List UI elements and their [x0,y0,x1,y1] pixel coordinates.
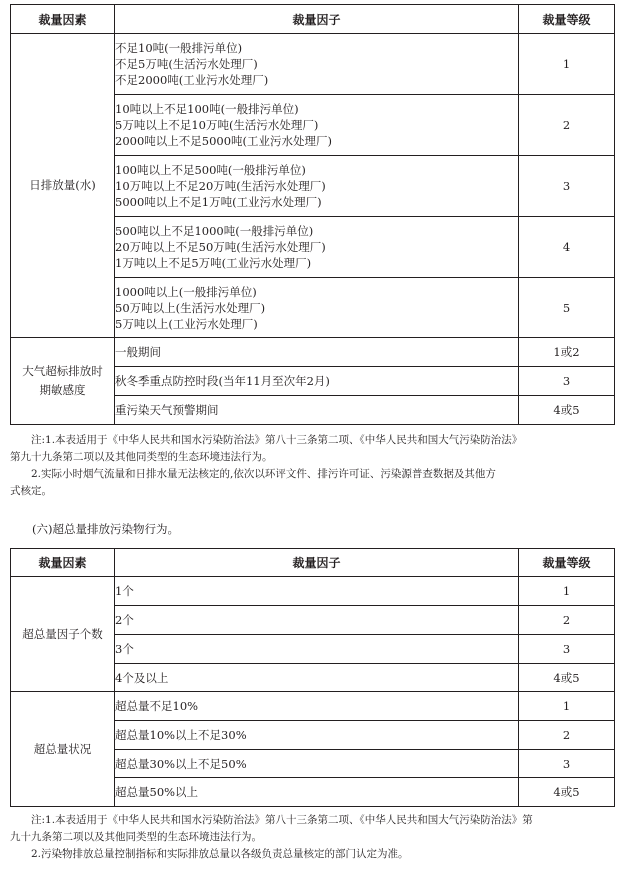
factor-cell: 大气超标排放时 期敏感度 [11,338,115,425]
table-note [10,432,620,500]
subfactor-cell: 4个及以上 [115,664,519,692]
subfactor-cell: 一般期间 [115,338,519,367]
factor-cell: 超总量因子个数 [11,577,115,692]
level-cell: 1 [519,692,615,721]
level-cell: 5 [519,278,615,338]
subfactor-cell: 2个 [115,606,519,635]
header-level: 裁量等级 [519,5,615,34]
factor-cell: 日排放量(水) [11,34,115,338]
header-subfactor: 裁量因子 [115,5,519,34]
table-row [11,34,615,95]
level-cell: 4或5 [519,396,615,425]
table-note [10,812,620,863]
level-cell: 1 [519,577,615,606]
subfactor-cell: 1000吨以上(一般排污单位) 50万吨以上(生活污水处理厂) 5万吨以上(工业污水处理厂) [115,278,519,338]
level-cell: 4或5 [519,664,615,692]
header-level: 裁量等级 [519,549,615,577]
subfactor-cell: 秋冬季重点防控时段(当年11月至次年2月) [115,367,519,396]
level-cell: 3 [519,367,615,396]
subfactor-cell: 重污染天气预警期间 [115,396,519,425]
subfactor-cell: 500吨以上不足1000吨(一般排污单位) 20万吨以上不足50万吨(生活污水处理厂) 1万吨以上不足5万吨(工业污水处理厂) [115,217,519,278]
subfactor-cell: 超总量50%以上 [115,778,519,807]
level-cell: 2 [519,95,615,156]
table-row [11,338,615,367]
level-cell: 4或5 [519,778,615,807]
discretion-table-emission [10,4,615,425]
note-line: 注:1.本表适用于《中华人民共和国水污染防治法》第八十三条第二项、《中华人民共和国大气污染防治法》第 [31,814,533,826]
note-line: 九十九条第二项以及其他同类型的生态环境违法行为。 [10,831,262,843]
note-line: 第九十九条第二项以及其他同类型的生态环境违法行为。 [10,451,273,463]
level-cell: 1或2 [519,338,615,367]
level-cell: 3 [519,750,615,778]
table-row [11,692,615,721]
table-row [11,577,615,606]
subfactor-cell: 不足10吨(一般排污单位) 不足5万吨(生活污水处理厂) 不足2000吨(工业污水处理厂) [115,34,519,95]
subfactor-cell: 1个 [115,577,519,606]
header-factor: 裁量因素 [11,549,115,577]
header-factor: 裁量因素 [11,5,115,34]
table-header-row [11,5,615,34]
subfactor-cell: 超总量不足10% [115,692,519,721]
subfactor-cell: 10吨以上不足100吨(一般排污单位) 5万吨以上不足10万吨(生活污水处理厂) 2000吨以上不足5000吨(工业污水处理厂) [115,95,519,156]
table-header-row [11,549,615,577]
header-subfactor: 裁量因子 [115,549,519,577]
level-cell: 3 [519,156,615,217]
level-cell: 1 [519,34,615,95]
level-cell: 2 [519,721,615,750]
subfactor-cell: 超总量10%以上不足30% [115,721,519,750]
note-line: 2.污染物排放总量控制指标和实际排放总量以各级负责总量核定的部门认定为准。 [31,848,409,860]
subfactor-cell: 超总量30%以上不足50% [115,750,519,778]
level-cell: 2 [519,606,615,635]
subfactor-cell: 100吨以上不足500吨(一般排污单位) 10万吨以上不足20万吨(生活污水处理厂) 5000吨以上不足1万吨(工业污水处理厂) [115,156,519,217]
note-line: 式核定。 [10,485,52,497]
note-line: 注:1.本表适用于《中华人民共和国水污染防治法》第八十三条第二项、《中华人民共和国大气污染防治法》 [31,434,523,446]
subfactor-cell: 3个 [115,635,519,664]
level-cell: 3 [519,635,615,664]
discretion-table-total-amount [10,548,615,807]
factor-cell: 超总量状况 [11,692,115,807]
note-line: 2.实际小时烟气流量和日排水量无法核定的,依次以环评文件、排污许可证、污染源普查数据及其他方 [31,468,496,480]
section-heading: (六)超总量排放污染物行为。 [32,522,179,536]
level-cell: 4 [519,217,615,278]
